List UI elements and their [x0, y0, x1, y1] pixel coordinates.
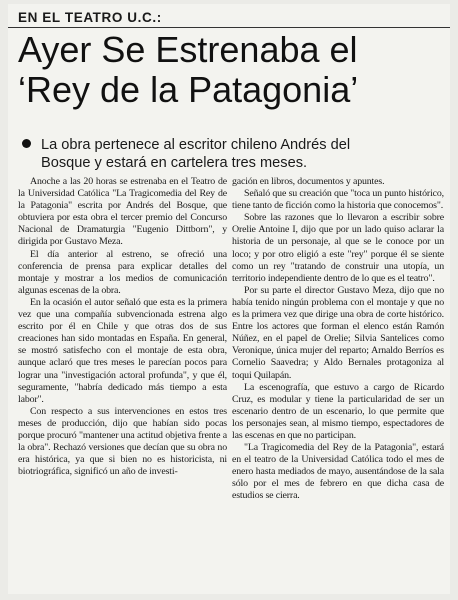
newspaper-clipping	[8, 4, 450, 594]
bullet-icon	[22, 139, 31, 148]
body-paragraph: Señaló que su creación que "toca un punto histórico, tiene tanto de ficción como la historia que conocemos".	[232, 188, 444, 212]
headline-line: Ayer Se Estrenaba el	[18, 29, 358, 70]
body-paragraph: Sobre las razones que lo llevaron a escribir sobre Orelie Antoine I, dijo que por un lado quiso aclarar la historia de un personaje, al que se le conoce por un loco; y por otro eligió a este "rey" porque él se siente como un rey "tratando de construir una utopía, un territorio independiente dentro de lo que es el teatro".	[232, 212, 444, 284]
deck-line: Bosque y estará en cartelera tres meses.	[41, 155, 308, 171]
body-column-right	[232, 176, 444, 503]
section-kicker: EN EL TEATRO U.C.:	[18, 10, 162, 25]
headline	[18, 30, 448, 110]
body-paragraph: Por su parte el director Gustavo Meza, dijo que no había tenido ningún problema con el montaje y que no es la primera vez que dirige una obra de corte histórico. Entre los actores que forman el elenco están Ramón Núñez, en el papel de Orelie; Silvia Santelices como Veronique, única mujer del reparto; Arnaldo Berríos es Cornelio Saavedra; y Aldo Bernales protagoniza al toqui Quilapán.	[232, 284, 444, 381]
headline-line: ‘Rey de la Patagonia’	[18, 69, 359, 110]
body-paragraph: El día anterior al estreno, se ofreció una conferencia de prensa para explicar detalles del montaje y mostrar a los medios de comunicación algunas escenas de la obra.	[18, 248, 227, 296]
body-paragraph: La escenografía, que estuvo a cargo de Ricardo Cruz, es modular y tiene la particularidad de ser un escenario dentro de un escenario, lo que permite que los personajes sean, al mismo tiempo, espectadores de las escenas en que no participan.	[232, 381, 444, 441]
deck	[22, 136, 442, 172]
body-column-left	[18, 176, 227, 478]
kicker-rule	[8, 27, 450, 28]
body-paragraph: En la ocasión el autor señaló que esta es la primera vez que una compañía subvencionada estrena algo escrito por él en Chile y que otras dos de sus creaciones han sido montadas en España. En general, se mostró satisfecho con el montaje de esta obra, aunque aclaró que tres meses le parecían pocos para lograr una "investigación actoral profunda", y que él, seguramente, "habría dedicado más tiempo a esta labor".	[18, 296, 227, 405]
body-paragraph: Con respecto a sus intervenciones en estos tres meses de producción, dijo que habían sido pocas porque procuró "mantener una actitud objetiva frente a la obra". Rechazó versiones que decían que su obra no era histórica, ya que si bien no es historicista, ni biotriográfica, significó un año de investi-	[18, 405, 227, 478]
deck-line: La obra pertenece al escritor chileno Andrés del	[41, 137, 351, 153]
body-paragraph: gación en libros, documentos y apuntes.	[232, 176, 385, 187]
body-paragraph: Anoche a las 20 horas se estrenaba en el Teatro de la Universidad Católica "La Tragicomedia del Rey de la Patagonia" escrita por Andrés del Bosque, que obtuviera por esta obra el tercer premio del Concurso Nacional de Dramaturgia "Eugenio Dittborn", y dirigida por Gustavo Meza.	[18, 176, 227, 248]
body-paragraph: "La Tragicomedia del Rey de la Patagonia", estará en el teatro de la Universidad Católica todo el mes de enero hasta mediados de mayo, ausentándose de la sala sólo por el mes de febrero en que dicha casa de estudios se cierra.	[232, 442, 444, 502]
